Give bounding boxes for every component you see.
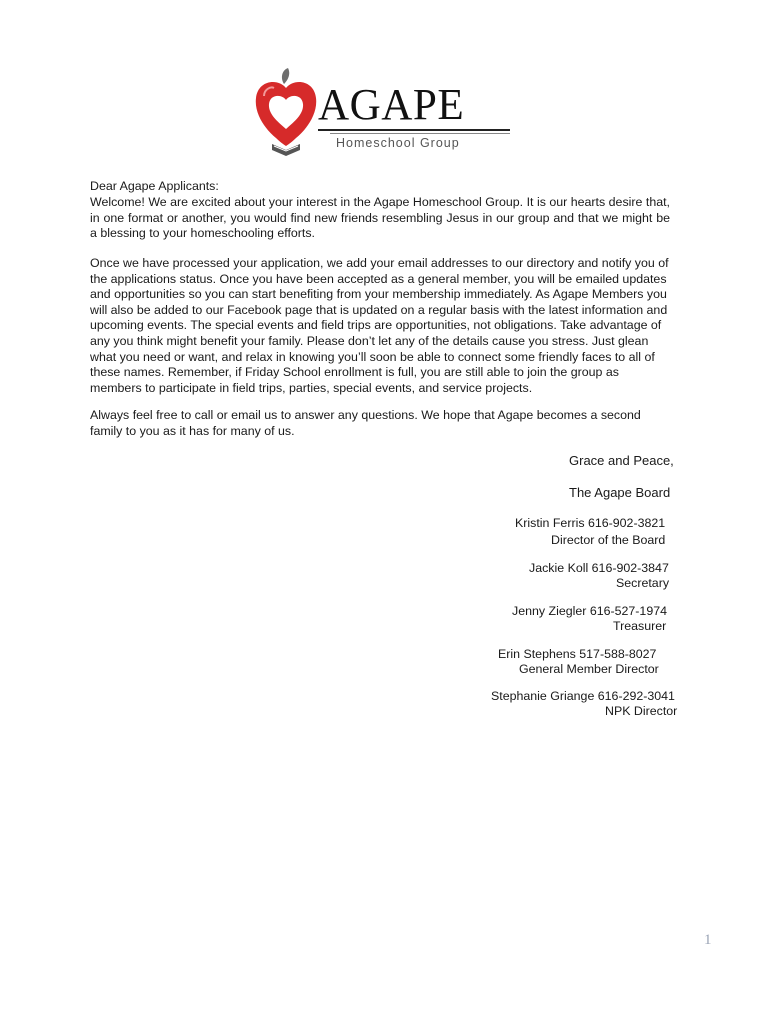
board-contact-5: Stephanie Griange 616-292-3041 xyxy=(491,689,675,703)
paragraph-welcome: Welcome! We are excited about your interest in the Agape Homeschool Group. It is our hearts desire that, in one format or another, you would find new friends resembling Jesus in our group and that we might be a blessing to your homeschooling efforts. xyxy=(90,195,670,241)
paragraph-process: Once we have processed your application, we add your email addresses to our directory and notify you of the applications status. Once you have been accepted as a general member, you will be emailed updates and opportunities so you can start benefiting from your membership immediately. As Agape Members you will also be added to our Facebook page that is updated on a regular basis with the latest information and upcoming events. The special events and field trips are opportunities, not obligations. Take advantage of any you think might benefit your family. Please don’t let any of the details cause you stress. Just glean what you need or want, and relax in knowing you’ll soon be able to connect some friendly faces to all of these names. Remember, if Friday School enrollment is full, you are still able to join the group as members to participate in field trips, parties, special events, and service projects. xyxy=(90,256,669,395)
board-contact-4: Erin Stephens 517-588-8027 xyxy=(498,647,657,661)
apple-heart-icon xyxy=(252,66,322,158)
logo-wordmark: AGAPE xyxy=(318,80,465,129)
board-contact-3: Jenny Ziegler 616-527-1974 xyxy=(512,604,667,618)
logo-rule xyxy=(318,129,510,131)
page-number: 1 xyxy=(704,932,712,948)
logo-subtitle: Homeschool Group xyxy=(336,136,460,150)
logo-rule-thin xyxy=(330,133,510,134)
board-contact-1: Kristin Ferris 616-902-3821 xyxy=(515,516,666,530)
board-role-3: Treasurer xyxy=(613,619,667,633)
board-role-2: Secretary xyxy=(616,576,670,590)
greeting: Dear Agape Applicants: xyxy=(90,179,219,193)
board-role-4: General Member Director xyxy=(519,662,659,676)
paragraph-contact: Always feel free to call or email us to answer any questions. We hope that Agape becomes a second family to you as it has for many of us. xyxy=(90,408,641,438)
board-role-5: NPK Director xyxy=(605,704,678,718)
board-contact-2: Jackie Koll 616-902-3847 xyxy=(529,561,669,575)
agape-logo xyxy=(252,66,514,158)
closing: Grace and Peace, xyxy=(569,453,674,468)
board-role-1: Director of the Board xyxy=(551,533,666,547)
signature: The Agape Board xyxy=(569,485,671,500)
